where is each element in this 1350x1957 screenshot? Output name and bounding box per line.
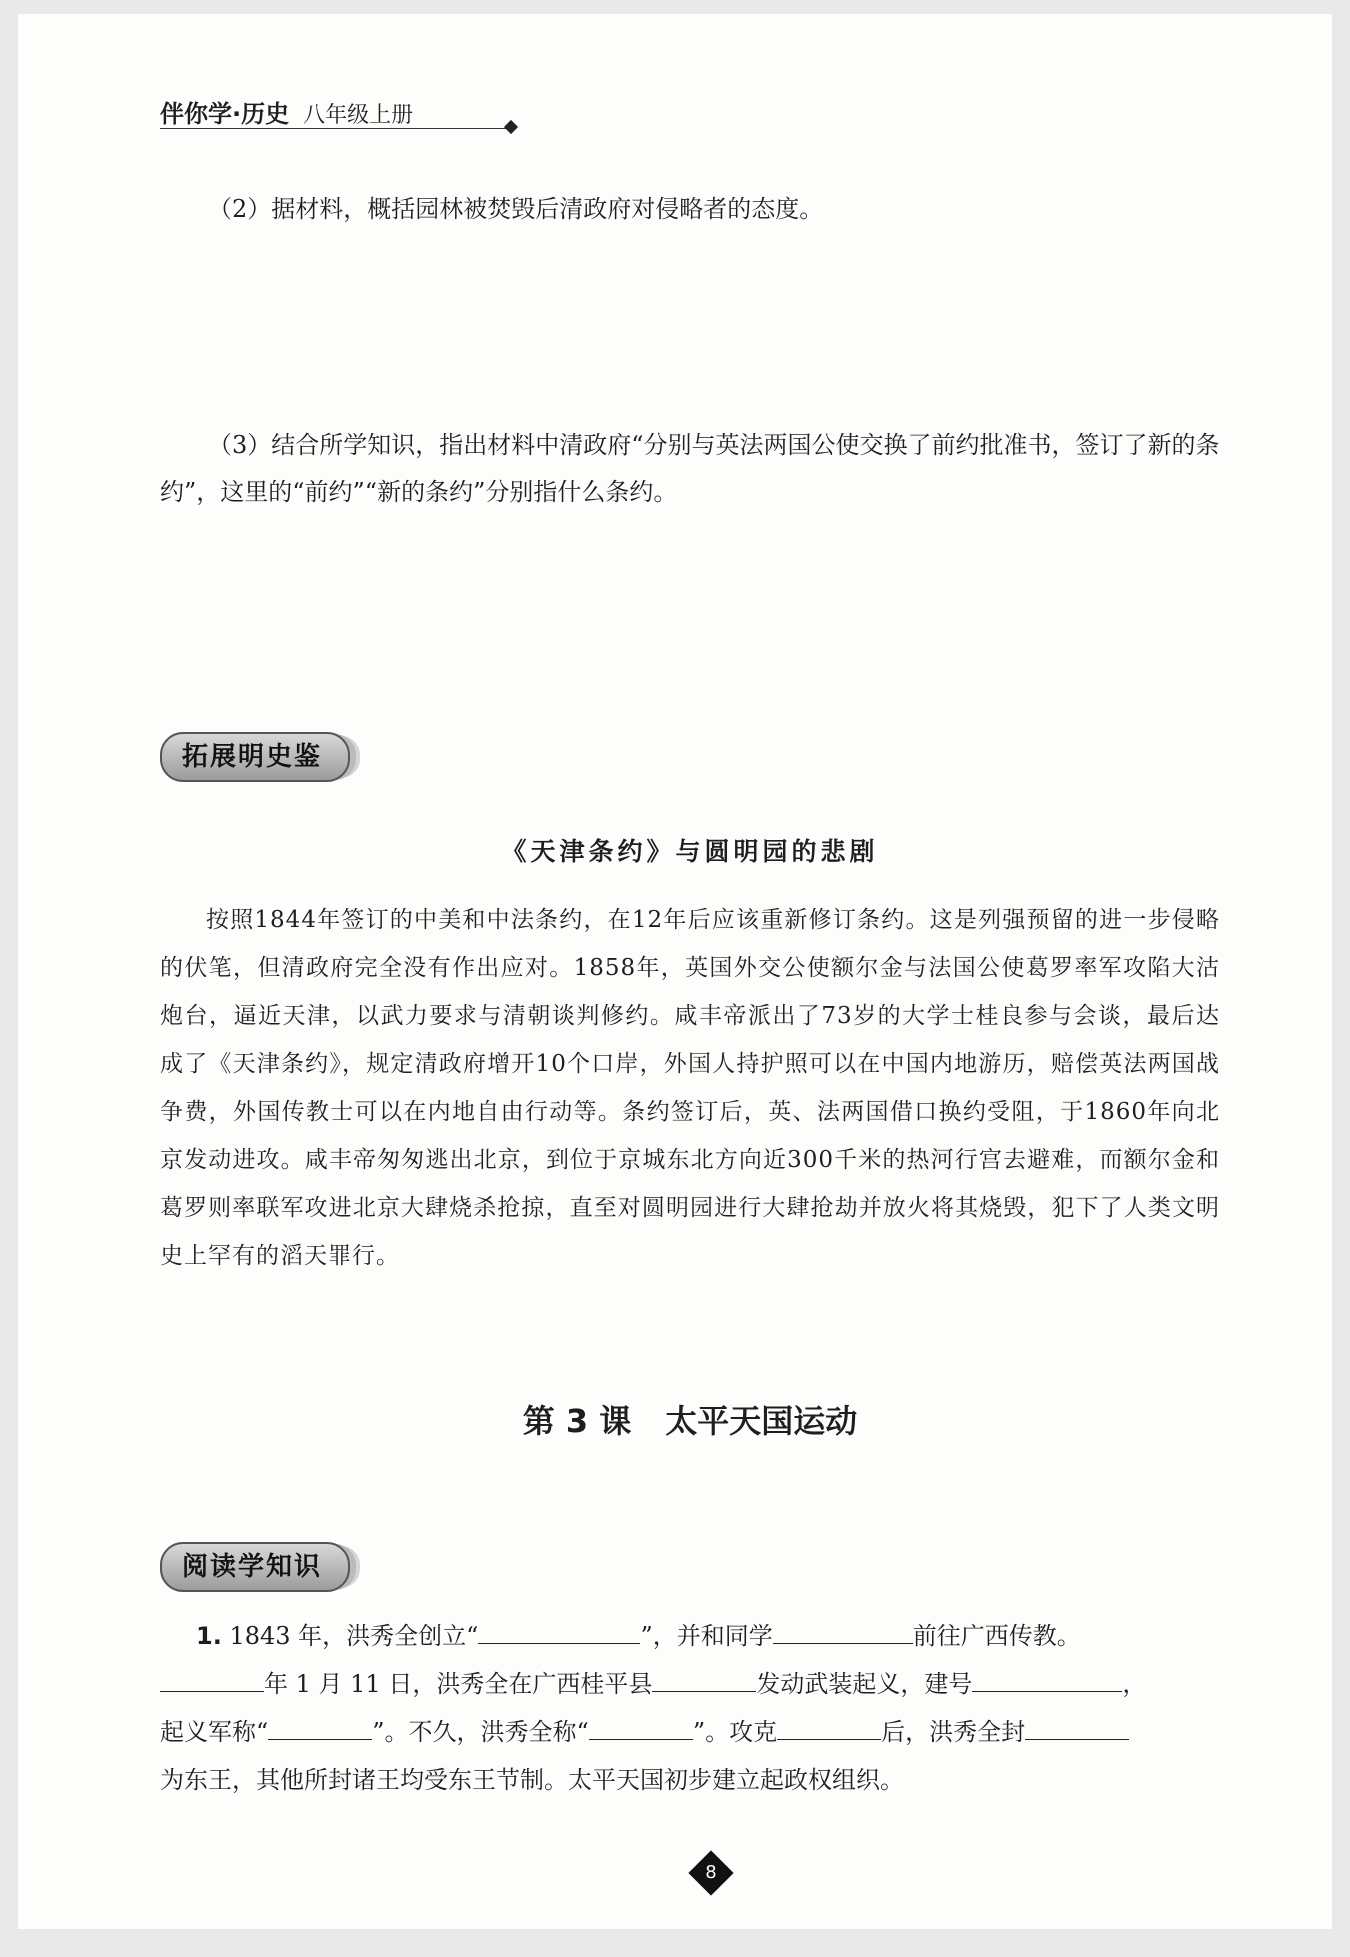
exercise-text: 前往广西传教。 bbox=[912, 1622, 1081, 1650]
lesson-heading bbox=[160, 1396, 1220, 1442]
page-number-badge bbox=[688, 1850, 734, 1896]
exercise-text: 为东王，其他所封诸王均受东王节制。太平天国初步建立起政权组织。 bbox=[160, 1766, 904, 1794]
article-body: 按照1844年签订的中美和中法条约，在12年后应该重新修订条约。这是列强预留的进一步侵略的伏笔，但清政府完全没有作出应对。1858年，英国外交公使额尔金与法国公使葛罗率军攻陷大沽炮台，逼近天津，以武力要求与清朝谈判修约。咸丰帝派出了73岁的大学士桂良参与会谈，最后达成了《天津条约》，规定清政府增开10个口岸，外国人持护照可以在中国内地游历，赔偿英法两国战争费，外国传教士可以在内地自由行动等。条约签订后，英、法两国借口换约受阻，于1860年向北京发动进攻。咸丰帝匆匆逃出北京，到位于京城东北方向近300千米的热河行宫去避难，而额尔金和葛罗则率联军攻进北京大肆烧杀抢掠，直至对圆明园进行大肆抢劫并放火将其烧毁，犯下了人类文明史上罕有的滔天罪行。 bbox=[160, 907, 1220, 1269]
exercise-text: 年 1 月 11 日，洪秀全在广西桂平县 bbox=[264, 1670, 653, 1698]
diamond-icon bbox=[504, 120, 518, 134]
answer-blank[interactable] bbox=[268, 1717, 372, 1740]
exercise-text: ”。不久，洪秀全称“ bbox=[372, 1718, 589, 1746]
exercise-text: 1843 年，洪秀全创立“ bbox=[221, 1622, 479, 1650]
lesson-number: 第 3 课 bbox=[522, 1402, 632, 1440]
item-number: 1. bbox=[196, 1622, 222, 1650]
exercise-text: 起义军称“ bbox=[160, 1718, 269, 1746]
reading-banner: 阅读学知识 bbox=[160, 1542, 350, 1592]
running-header bbox=[160, 94, 540, 128]
answer-blank[interactable] bbox=[777, 1717, 881, 1740]
book-title: 伴你学·历史 bbox=[160, 100, 290, 128]
exercise-text: ”，并和同学 bbox=[640, 1622, 773, 1650]
exercise-text: ”。攻克 bbox=[692, 1718, 778, 1746]
lesson-title: 太平天国运动 bbox=[665, 1402, 858, 1440]
answer-blank[interactable] bbox=[652, 1669, 756, 1692]
answer-blank[interactable] bbox=[160, 1669, 264, 1692]
exercise-text: 后，洪秀全封 bbox=[881, 1718, 1026, 1746]
answer-blank[interactable] bbox=[478, 1621, 640, 1644]
question-2: （2）据材料，概括园林被焚毁后清政府对侵略者的态度。 bbox=[208, 195, 824, 223]
question-3: （3）结合所学知识，指出材料中清政府“分别与英法两国公使交换了前约批准书，签订了新的条约”，这里的“前约”“新的条约”分别指什么条约。 bbox=[160, 431, 1220, 506]
workbook-page bbox=[18, 14, 1332, 1929]
exercise-text: 发动武装起义，建号 bbox=[756, 1670, 973, 1698]
answer-blank[interactable] bbox=[589, 1717, 693, 1740]
header-rule bbox=[160, 128, 510, 129]
answer-blank[interactable] bbox=[773, 1621, 913, 1644]
answer-blank[interactable] bbox=[972, 1669, 1122, 1692]
extension-banner: 拓展明史鉴 bbox=[160, 732, 350, 782]
answer-blank[interactable] bbox=[1025, 1717, 1129, 1740]
page-number: 8 bbox=[705, 1862, 717, 1883]
fill-in-exercise bbox=[160, 1612, 1220, 1804]
grade-label: 八年级上册 bbox=[303, 103, 414, 128]
article-title: 《天津条约》与圆明园的悲剧 bbox=[501, 837, 879, 866]
exercise-text: ， bbox=[1122, 1670, 1147, 1698]
